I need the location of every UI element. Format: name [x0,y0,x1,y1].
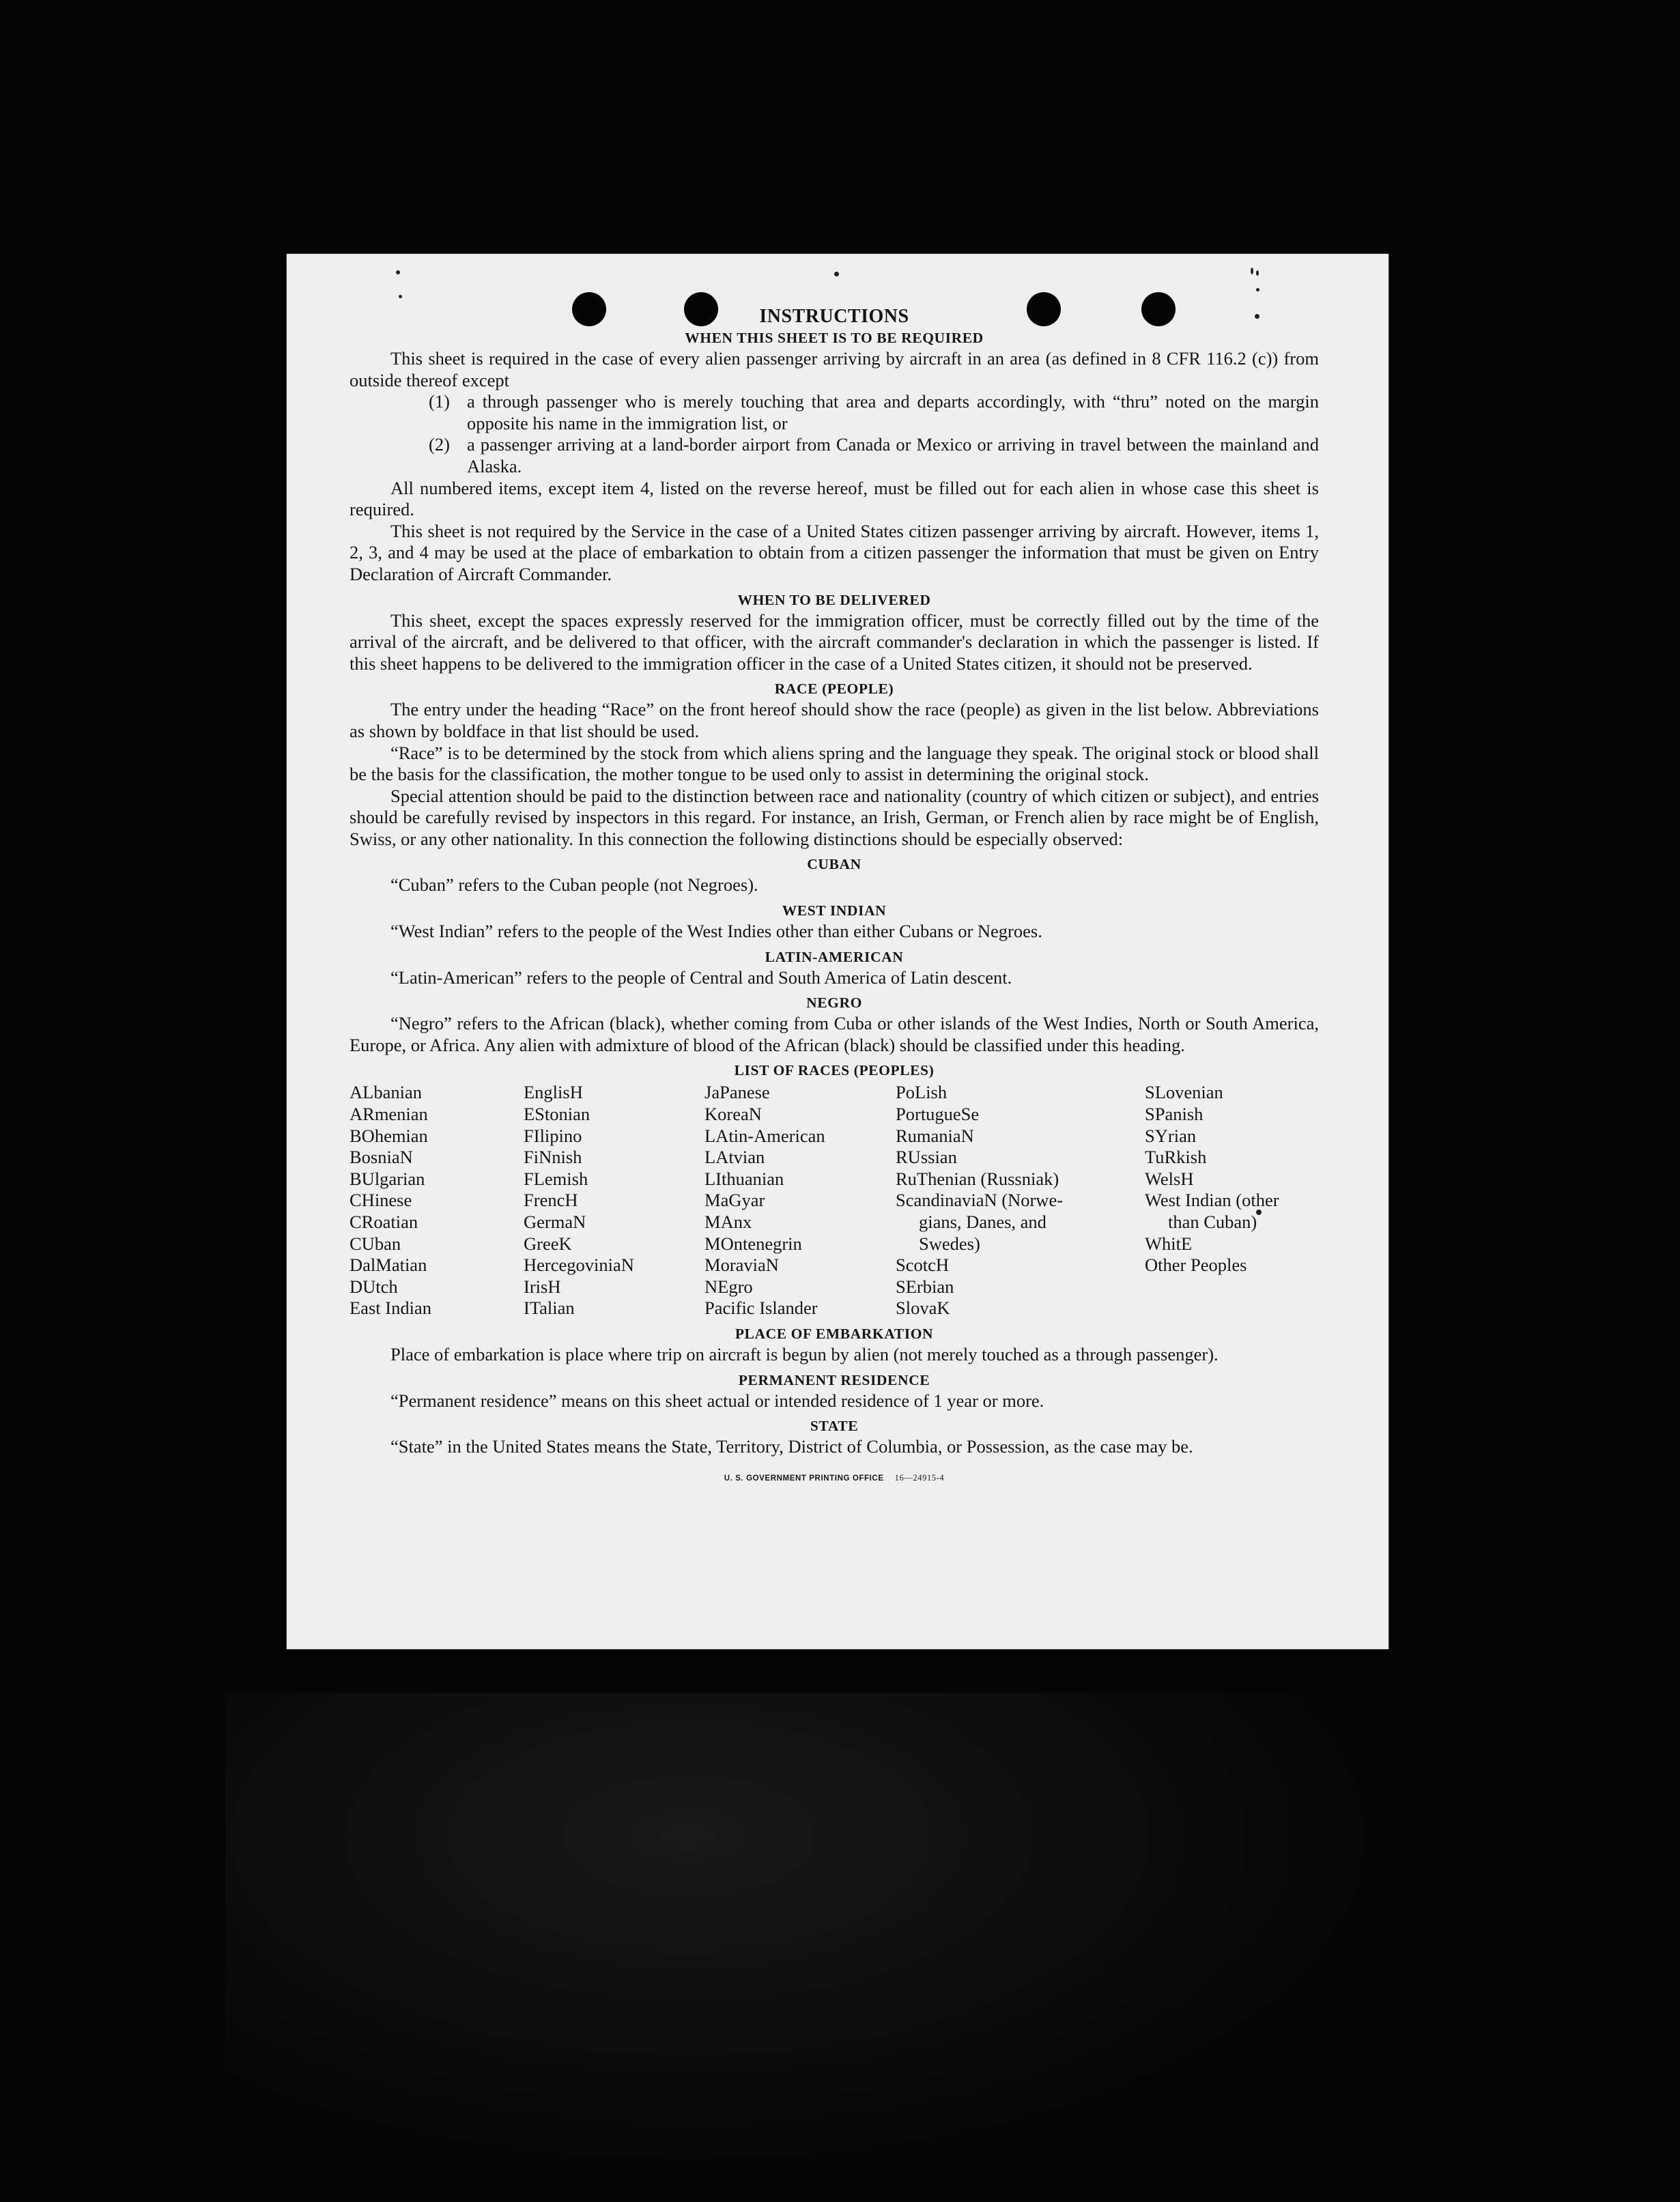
section-heading-state: STATE [810,1418,859,1435]
instructions-body [350,306,1319,1489]
list-item [429,391,1319,434]
race-entry: CRoatian [350,1212,418,1232]
race-entry: FLemish [524,1168,588,1189]
race-entry: BUlgarian [350,1168,425,1189]
paragraph: “Cuban” refers to the Cuban people (not Negroes). [390,874,758,896]
race-entry: WhitE [1145,1233,1193,1254]
item-number: (1) [429,391,450,412]
race-entry: MaGyar [704,1190,765,1211]
race-entry: JaPanese [704,1082,770,1103]
race-entry: Pacific Islander [704,1298,818,1319]
races-column [704,1082,896,1319]
printer-name: U. S. GOVERNMENT PRINTING OFFICE [724,1474,884,1483]
race-entry: Other Peoples [1145,1255,1247,1276]
race-entry: SErbian [896,1276,954,1297]
race-entry: RumaniaN [896,1125,974,1146]
race-entry: GreeK [524,1233,572,1254]
paragraph: This sheet is required in the case of every alien passenger arriving by aircraft in an area (as defined in 8 CFR 116.2 (c)) from outside thereof except [350,348,1319,390]
race-entry: EnglisH [524,1082,583,1103]
race-entry: MoraviaN [704,1255,779,1276]
race-entry: ALbanian [350,1082,422,1103]
scan-speck [399,295,402,298]
scan-speck [396,270,400,274]
race-entry: DalMatian [350,1255,427,1276]
race-entry: PortugueSe [896,1104,980,1125]
race-entry: ARmenian [350,1104,428,1125]
paragraph: “Race” is to be determined by the stock from which aliens spring and the language they speak. The original stock or blood shall be the basis for the classification, the mother tongue to be used only to assist in determining the original stock. [350,742,1319,785]
section-heading-embarkation: PLACE OF EMBARKATION [735,1325,934,1342]
race-entry-continuation: gians, Danes, and [919,1212,1047,1232]
race-entry: DUtch [350,1276,398,1297]
item-text: a passenger arriving at a land-border airport from Canada or Mexico or arriving in travel between the mainland and Alaska. [467,434,1319,476]
paragraph: “Permanent residence” means on this sheet actual or intended residence of 1 year or more. [390,1390,1044,1411]
races-column [524,1082,704,1319]
race-entry: SYrian [1145,1125,1197,1146]
races-column [896,1082,1145,1319]
race-entry: TuRkish [1145,1147,1207,1168]
race-entry: LAtvian [704,1147,765,1168]
race-entry: East Indian [350,1298,431,1319]
paragraph: All numbered items, except item 4, listed on the reverse hereof, must be filled out for each alien in whose case this sheet is required. [350,477,1319,520]
race-entry: WelsH [1145,1168,1194,1189]
race-entry: FiNnish [524,1147,582,1168]
race-entry: PoLish [896,1082,948,1103]
paragraph: Place of embarkation is place where trip on aircraft is begun by alien (not merely touched as a through passenger). [390,1343,1219,1364]
race-entry: ScandinaviaN (Norwe- [896,1190,1064,1211]
scan-background-streak [225,1693,1386,2171]
race-entry: MAnx [704,1212,752,1232]
race-entry: CUban [350,1233,401,1254]
section-heading-when-delivered: WHEN TO BE DELIVERED [737,591,931,608]
race-entry: MOntenegrin [704,1233,802,1254]
item-number: (2) [429,434,450,455]
page-title: INSTRUCTIONS [759,306,909,327]
printer-footer [350,1468,1319,1490]
paragraph: “West Indian” refers to the people of the West Indies other than either Cubans or Negroes. [390,921,1042,942]
race-entry: GermaN [524,1212,586,1232]
race-entry: ScotcH [896,1255,950,1276]
scan-speck [1256,270,1259,276]
paragraph: “State” in the United States means the State, Territory, District of Columbia, or Possession, as the case may be. [390,1436,1193,1457]
scan-speck [834,272,839,276]
race-entry: RuThenian (Russniak) [896,1168,1059,1189]
section-heading-negro: NEGRO [806,995,862,1012]
races-column [1145,1082,1319,1319]
race-entry: EStonian [524,1104,590,1125]
race-entry: RUssian [896,1147,957,1168]
race-entry: West Indian (other [1145,1190,1279,1211]
races-list [350,1082,1319,1319]
paragraph: The entry under the heading “Race” on the front hereof should show the race (people) as given in the list below. Abbreviations as shown by boldface in that list should be used. [350,699,1319,741]
race-entry: SPanish [1145,1104,1204,1125]
races-column [350,1082,524,1319]
paragraph: This sheet, except the spaces expressly reserved for the immigration officer, must be correctly filled out by the time of the arrival of the aircraft, and be delivered to that officer, with the aircraft commander's declaration in which the passenger is listed. If this sheet happens to be delivered to the immigration officer in the case of a United States citizen, it should not be preserved. [350,610,1319,674]
section-heading-race: RACE (PEOPLE) [774,681,894,698]
race-entry: HercegoviniaN [524,1255,634,1276]
race-entry-continuation: than Cuban) [1168,1212,1257,1232]
section-heading-latin-american: LATIN-AMERICAN [765,948,904,965]
race-entry: SlovaK [896,1298,950,1319]
race-entry: SLovenian [1145,1082,1223,1103]
race-entry: BOhemian [350,1125,428,1146]
section-heading-list-of-races: LIST OF RACES (PEOPLES) [734,1062,935,1079]
paragraph: “Negro” refers to the African (black), whether coming from Cuba or other islands of the West Indies, North or South America, Europe, or Africa. Any alien with admixture of blood of the African (black) should be classified under this heading. [350,1013,1319,1055]
race-entry: LAtin-American [704,1125,825,1146]
race-entry: LIthuanian [704,1168,784,1189]
section-heading-permanent-residence: PERMANENT RESIDENCE [738,1371,930,1388]
race-entry: FIlipino [524,1125,582,1146]
instruction-sheet [287,254,1389,1649]
section-heading-west-indian: WEST INDIAN [782,902,887,919]
race-entry: FrencH [524,1190,578,1211]
scan-speck [1251,268,1253,274]
race-entry: KoreaN [704,1104,762,1125]
list-item [429,434,1319,477]
paragraph: Special attention should be paid to the distinction between race and nationality (country of which citizen or subject), and entries should be carefully revised by inspectors in this regard. For instance, an Irish, German, or French alien by race might be of English, Swiss, or any other nationality. In this connection the following distinctions should be especially observed: [350,785,1319,849]
scan-speck [1256,288,1259,291]
paragraph: This sheet is not required by the Service in the case of a United States citizen passenger arriving by aircraft. However, items 1, 2, 3, and 4 may be used at the place of embarkation to obtain from a citizen passenger the information that must be given on Entry Declaration of Aircraft Commander. [350,520,1319,584]
race-entry-continuation: Swedes) [919,1233,980,1254]
section-heading-cuban: CUBAN [807,856,862,873]
race-entry: NEgro [704,1276,753,1297]
race-entry: ITalian [524,1298,575,1319]
section-heading-when-required: WHEN THIS SHEET IS TO BE REQUIRED [685,330,984,346]
race-entry: IrisH [524,1276,561,1297]
race-entry: BosniaN [350,1147,413,1168]
race-entry: CHinese [350,1190,412,1211]
item-text: a through passenger who is merely touching that area and departs accordingly, with “thru” noted on the margin opposite his name in the immigration list, or [467,391,1319,433]
form-code: 16—24915-4 [894,1472,945,1483]
paragraph: “Latin-American” refers to the people of Central and South America of Latin descent. [390,967,1012,988]
